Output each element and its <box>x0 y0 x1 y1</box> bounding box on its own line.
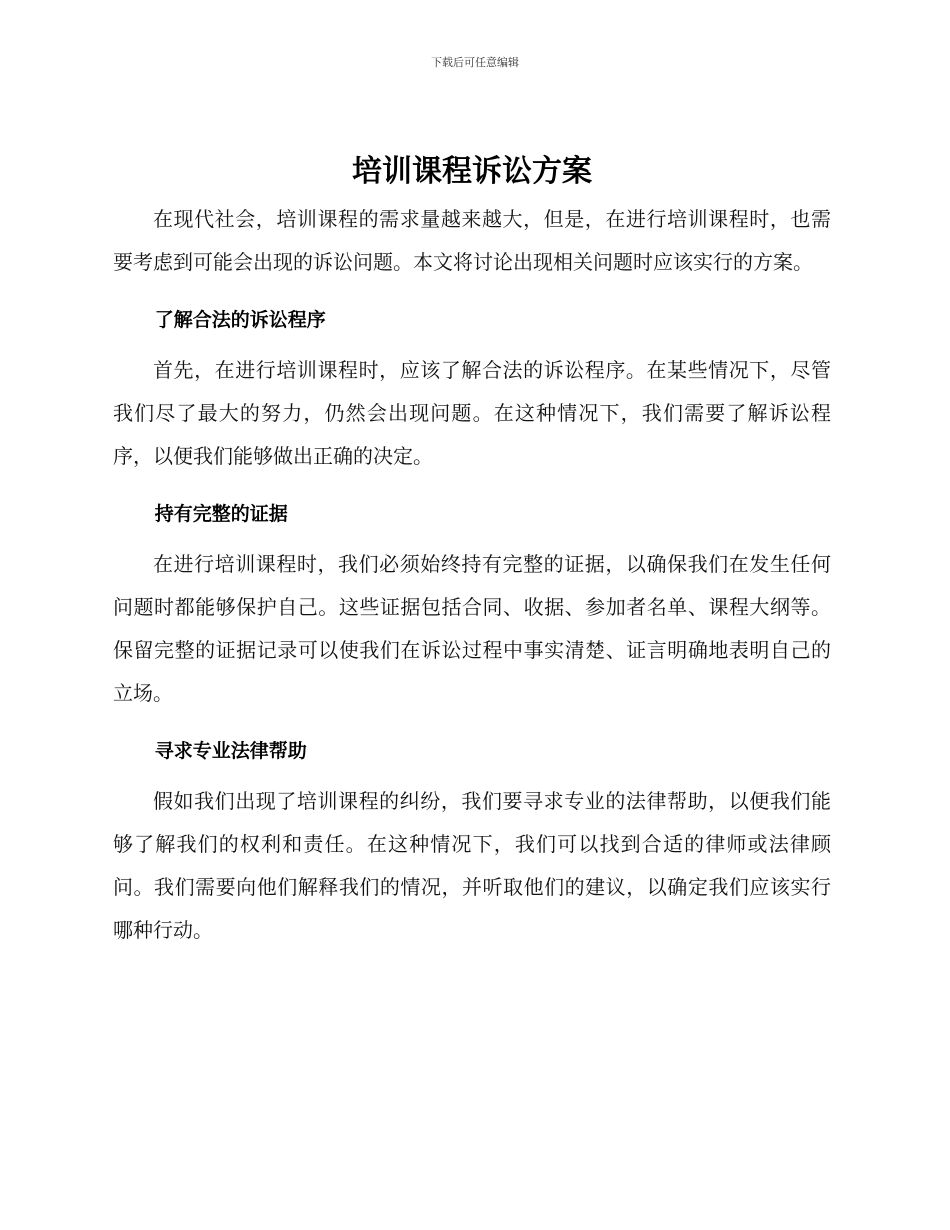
header-note: 下载后可任意编辑 <box>431 56 519 69</box>
section-heading-legal-procedure: 了解合法的诉讼程序 <box>154 309 326 331</box>
section-body-legal-procedure: 首先，在进行培训课程时，应该了解合法的诉讼程序。在某些情况下，尽管我们尽了最大的努力，仍然会出现问题。在这种情况下，我们需要了解诉讼程序，以便我们能够做出正确的决定。 <box>113 358 831 468</box>
intro-paragraph: 在现代社会，培训课程的需求量越来越大，但是，在进行培训课程时，也需要考虑到可能会出现的诉讼问题。本文将讨论出现相关问题时应该实行的方案。 <box>113 207 831 274</box>
document-body <box>113 150 831 952</box>
section-heading-evidence: 持有完整的证据 <box>154 503 288 525</box>
section-body-evidence: 在进行培训课程时，我们必须始终持有完整的证据，以确保我们在发生任何问题时都能够保护自己。这些证据包括合同、收据、参加者名单、课程大纲等。保留完整的证据记录可以使我们在诉讼过程中事实清楚、证言明确地表明自己的立场。 <box>113 552 831 705</box>
section-heading-legal-help: 寻求专业法律帮助 <box>154 740 307 762</box>
section-body-legal-help: 假如我们出现了培训课程的纠纷，我们要寻求专业的法律帮助，以便我们能够了解我们的权利和责任。在这种情况下，我们可以找到合适的律师或法律顾问。我们需要向他们解释我们的情况，并听取他们的建议，以确定我们应该实行哪种行动。 <box>113 789 831 942</box>
document-title: 培训课程诉讼方案 <box>352 154 592 189</box>
